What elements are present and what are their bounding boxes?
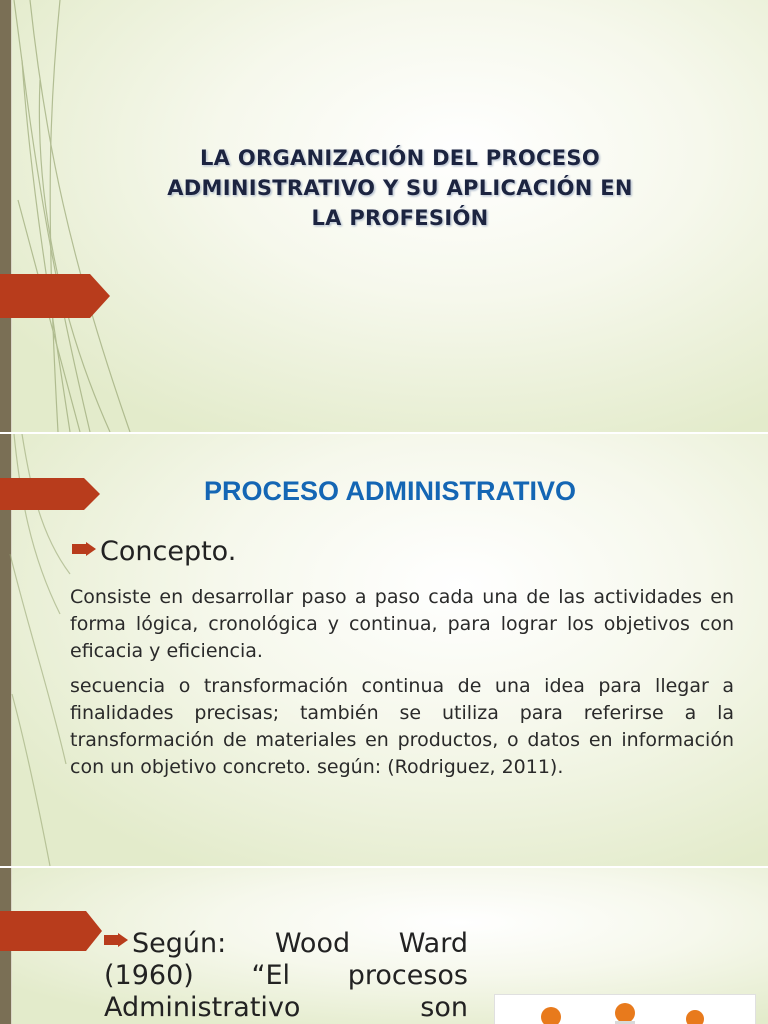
arrow-right-bullet-icon [72, 542, 96, 556]
team-people-icon [495, 995, 757, 1024]
segun-text: Según: Wood Ward (1960) “El procesos Administrativo son [104, 928, 468, 1023]
arrow-right-bullet-icon [104, 923, 128, 937]
concept-label: Concepto. [100, 536, 237, 567]
arrow-tab-icon [0, 274, 112, 318]
concept-bullet [72, 536, 236, 567]
slide-1-title: LA ORGANIZACIÓN DEL PROCESO ADMINISTRATIVO Y SU APLICACIÓN EN LA PROFESIÓN [167, 146, 633, 230]
arrow-tab-icon [0, 911, 104, 951]
slide-title [0, 0, 768, 432]
concept-paragraph-1: Consiste en desarrollar paso a paso cada una de las actividades en forma lógica, cronológica y continua, para lograr los objetivos con eficacia y eficiencia. [70, 586, 734, 662]
segun-bullet [104, 928, 468, 1024]
slide-left-bar [0, 0, 11, 432]
arrow-tab-icon [0, 478, 102, 510]
slide-left-bar-line [11, 0, 12, 432]
team-image [494, 994, 756, 1024]
decorative-swirl-lines [0, 0, 140, 432]
slide-2-title: PROCESO ADMINISTRATIVO [203, 476, 576, 506]
concept-paragraph-2: secuencia o transformación continua de una idea para llegar a finalidades precisas; también se utiliza para referirse a la transformación de materiales en productos, o datos en información con un objetivo concreto. según: (Rodriguez, 2011). [70, 675, 734, 778]
